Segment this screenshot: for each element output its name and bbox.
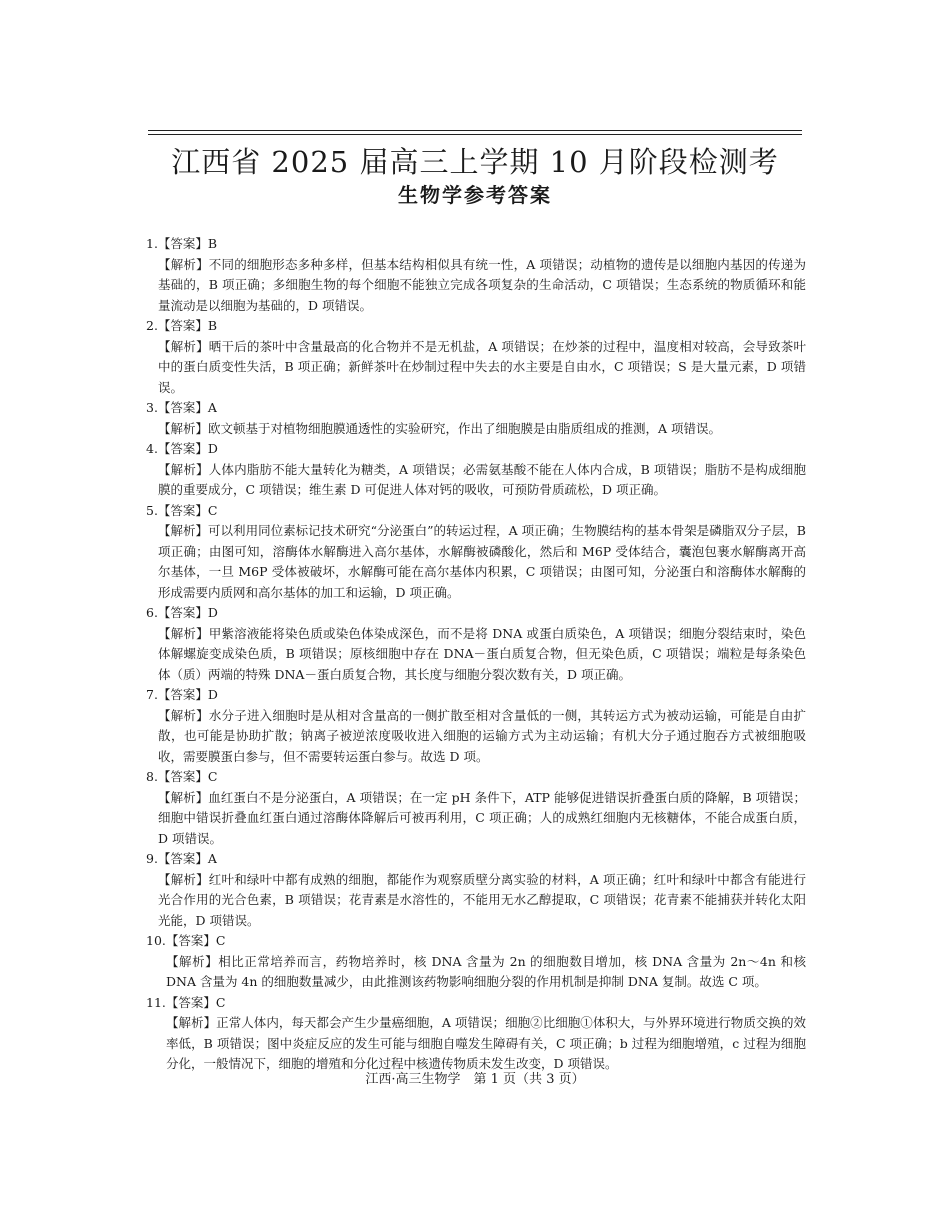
explanation-text: 【解析】欧文顿基于对植物细胞膜通透性的实验研究，作出了细胞膜是由脂质组成的推测，A 项错误。 [158, 420, 722, 436]
answer-item-5 [146, 501, 806, 604]
answer-line: 6.【答案】D [146, 605, 218, 620]
explanation-text: 【解析】甲紫溶液能将染色质或染色体染成深色，而不是将 DNA 或蛋白质染色，A 项错误；细胞分裂结束时，染色体解螺旋变成染色质，B 项错误；原核细胞中存在 DNA－蛋白质复合物，但无染色质，C 项错误；端粒是每条染色体（质）两端的特殊 DNA－蛋白质复合物，其长度与细胞分裂次数有关，D 项正确。 [158, 625, 806, 682]
explanation-text: 【解析】正常人体内，每天都会产生少量癌细胞，A 项错误；细胞②比细胞①体积大，与外界环境进行物质交换的效率低，B 项错误；图中炎症反应的发生可能与细胞自噬发生障碍有关，C 项正确；b 过程为细胞增殖，c 过程为细胞分化，一般情况下，细胞的增殖和分化过程中核遗传物质未发生改变，D 项错误。 [166, 1015, 806, 1071]
answer-item-2 [146, 316, 806, 398]
answer-line: 11.【答案】C [146, 994, 226, 1010]
answer-item-9 [146, 849, 806, 931]
answer-line: 4.【答案】D [146, 441, 218, 456]
explanation-text: 【解析】人体内脂肪不能大量转化为糖类，A 项错误；必需氨基酸不能在人体内合成，B 项错误；脂肪不是构成细胞膜的重要成分，C 项错误；维生素 D 可促进人体对钙的吸收，可预防骨质疏松，D 项正确。 [158, 461, 806, 497]
answer-line: 5.【答案】C [146, 502, 218, 518]
answer-item-11 [146, 993, 806, 1075]
explanation-text: 【解析】不同的细胞形态多种多样，但基本结构相似具有统一性，A 项错误；动植物的遗传是以细胞内基因的传递为基础的，B 项正确；多细胞生物的每个细胞不能独立完成各项复杂的生命活动，C 项错误；生态系统的物质循环和能量流动是以细胞为基础的，D 项错误。 [158, 256, 806, 313]
answer-line: 9.【答案】A [146, 851, 217, 866]
answer-list [146, 234, 806, 1075]
explanation-text: 【解析】可以利用同位素标记技术研究“分泌蛋白”的转运过程，A 项正确；生物膜结构的基本骨架是磷脂双分子层，B 项正确；由图可知，溶酶体水解酶进入高尔基体，水解酶被磷酸化，然后和 M6P 受体结合，囊泡包裹水解酶离开高尔基体，一旦 M6P 受体被破坏，水解酶可能在高尔基体内积累，C 项错误；由图可知，分泌蛋白和溶酶体水解酶的形成需要内质网和高尔基体的加工和运输，D 项正确。 [158, 523, 806, 600]
answer-item-7 [146, 685, 806, 767]
page-footer: 江西·高三生物学 第 1 页（共 3 页） [365, 1072, 585, 1087]
answer-item-1 [146, 234, 806, 316]
top-rule-thin [148, 134, 802, 135]
answer-line: 3.【答案】A [146, 400, 217, 415]
top-rule [148, 130, 802, 131]
answer-line: 8.【答案】C [146, 769, 218, 784]
answer-line: 2.【答案】B [146, 318, 218, 333]
explanation-text: 【解析】晒干后的茶叶中含量最高的化合物并不是无机盐，A 项错误；在炒茶的过程中，温度相对较高，会导致茶叶中的蛋白质变性失活，B 项正确；新鲜茶叶在炒制过程中失去的水主要是自由水，C 项错误；S 是大量元素，D 项错误。 [158, 338, 806, 395]
answer-item-6 [146, 603, 806, 685]
explanation-text: 【解析】相比正常培养而言，药物培养时，核 DNA 含量为 2n 的细胞数目增加，核 DNA 含量为 2n～4n 和核 DNA 含量为 4n 的细胞数量减少，由此推测该药物影响细胞分裂的作用机制是抑制 DNA 复制。故选 C 项。 [166, 953, 806, 989]
page-subtitle: 生物学参考答案 [398, 183, 552, 207]
answer-item-10 [146, 931, 806, 993]
answer-item-3 [146, 398, 806, 439]
answer-item-4 [146, 439, 806, 501]
answer-line: 7.【答案】D [146, 687, 218, 702]
answer-line: 10.【答案】C [146, 933, 226, 948]
explanation-text: 【解析】水分子进入细胞时是从相对含量高的一侧扩散至相对含量低的一侧，其转运方式为被动运输，可能是自由扩散，也可能是协助扩散；钠离子被逆浓度吸收进入细胞的运输方式为主动运输；有机大分子通过胞吞方式被细胞吸收，需要膜蛋白参与，但不需要转运蛋白参与。故选 D 项。 [158, 707, 806, 764]
answer-item-8 [146, 767, 806, 849]
explanation-text: 【解析】血红蛋白不是分泌蛋白，A 项错误；在一定 pH 条件下，ATP 能够促进错误折叠蛋白质的降解，B 项错误；细胞中错误折叠血红蛋白通过溶酶体降解后可被再利用，C 项正确；人的成熟红细胞内无核糖体，不能合成蛋白质，D 项错误。 [158, 789, 806, 846]
explanation-text: 【解析】红叶和绿叶中都有成熟的细胞，都能作为观察质壁分离实验的材料，A 项正确；红叶和绿叶中都含有能进行光合作用的光合色素，B 项错误；花青素是水溶性的，不能用无水乙醇提取，C 项错误；花青素不能捕获并转化太阳光能，D 项错误。 [158, 871, 806, 928]
answer-line: 1.【答案】B [146, 236, 218, 251]
page-title: 江西省 2025 届高三上学期 10 月阶段检测考 [171, 145, 779, 179]
